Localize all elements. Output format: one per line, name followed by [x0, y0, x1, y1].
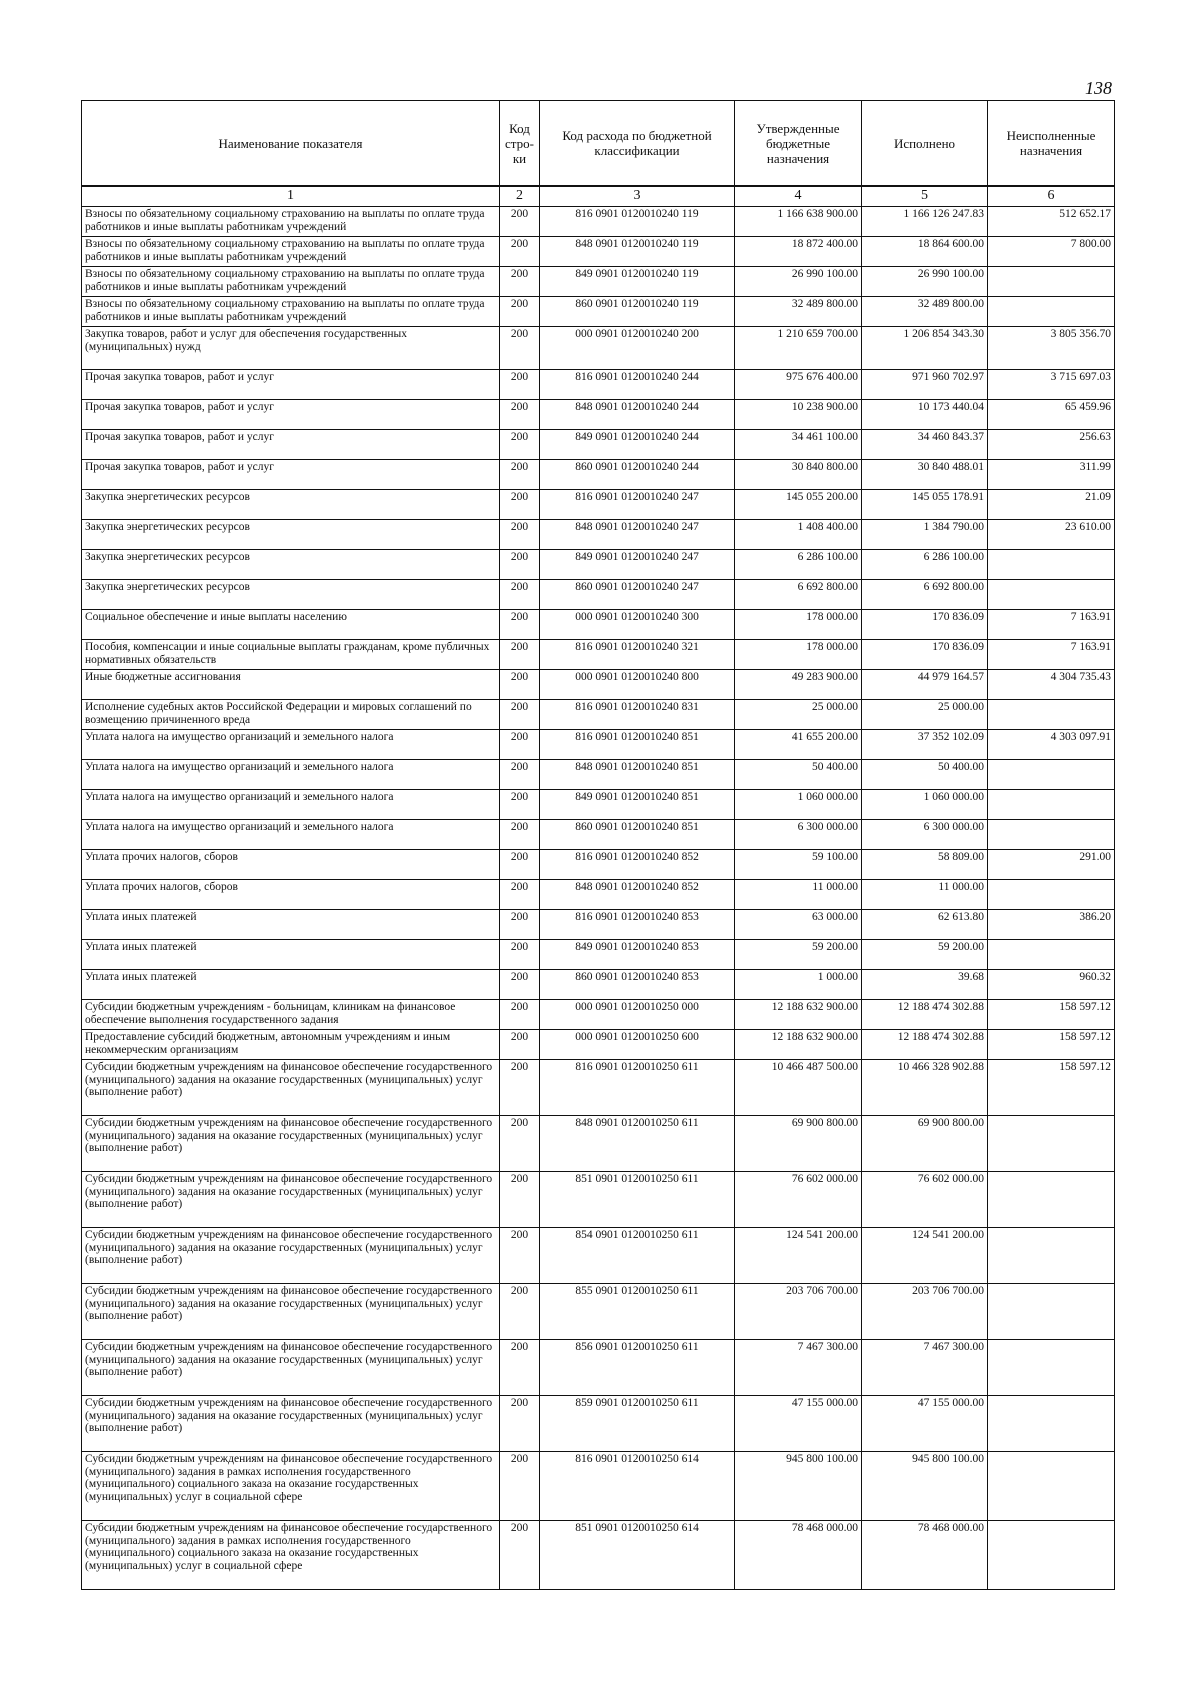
row-executed: 1 166 126 247.83 — [862, 207, 988, 237]
row-name: Прочая закупка товаров, работ и услуг — [82, 370, 500, 400]
row-executed: 32 489 800.00 — [862, 297, 988, 327]
table-body — [82, 186, 1115, 1590]
row-executed: 11 000.00 — [862, 880, 988, 910]
row-approved: 18 872 400.00 — [735, 237, 862, 267]
row-line-code: 200 — [500, 580, 540, 610]
row-unexecuted — [988, 760, 1115, 790]
table-row — [82, 400, 1115, 430]
table-row — [82, 1172, 1115, 1228]
row-line-code: 200 — [500, 297, 540, 327]
table-row — [82, 267, 1115, 297]
row-expense-code: 848 0901 0120010240 119 — [540, 237, 735, 267]
table-row — [82, 850, 1115, 880]
row-expense-code: 816 0901 0120010240 244 — [540, 370, 735, 400]
row-line-code: 200 — [500, 940, 540, 970]
column-number: 4 — [735, 186, 862, 207]
table-row — [82, 580, 1115, 610]
row-name: Уплата налога на имущество организаций и земельного налога — [82, 820, 500, 850]
row-executed: 6 286 100.00 — [862, 550, 988, 580]
row-unexecuted — [988, 1172, 1115, 1228]
header-approved: Утвержденные бюджетные назначения — [735, 101, 862, 187]
row-expense-code: 860 0901 0120010240 247 — [540, 580, 735, 610]
row-unexecuted: 256.63 — [988, 430, 1115, 460]
row-unexecuted — [988, 1228, 1115, 1284]
table-row — [82, 640, 1115, 670]
row-line-code: 200 — [500, 970, 540, 1000]
row-expense-code: 855 0901 0120010250 611 — [540, 1284, 735, 1340]
row-name: Субсидии бюджетным учреждениям на финансовое обеспечение государственного (муниципального) задания на оказание государственных (муниципальных) услуг (выполнение работ) — [82, 1340, 500, 1396]
row-line-code: 200 — [500, 1396, 540, 1452]
row-executed: 26 990 100.00 — [862, 267, 988, 297]
table-row — [82, 1284, 1115, 1340]
row-line-code: 200 — [500, 1060, 540, 1116]
header-indicator-name: Наименование показателя — [82, 101, 500, 187]
row-name: Прочая закупка товаров, работ и услуг — [82, 430, 500, 460]
row-expense-code: 856 0901 0120010250 611 — [540, 1340, 735, 1396]
row-expense-code: 816 0901 0120010240 247 — [540, 490, 735, 520]
table-row — [82, 1452, 1115, 1521]
row-unexecuted — [988, 1396, 1115, 1452]
row-line-code: 200 — [500, 400, 540, 430]
row-expense-code: 860 0901 0120010240 851 — [540, 820, 735, 850]
row-unexecuted: 158 597.12 — [988, 1060, 1115, 1116]
header-expense-code: Код расхода по бюджетной классификации — [540, 101, 735, 187]
row-line-code: 200 — [500, 1452, 540, 1521]
row-executed: 1 206 854 343.30 — [862, 327, 988, 370]
row-expense-code: 848 0901 0120010240 244 — [540, 400, 735, 430]
row-name: Прочая закупка товаров, работ и услуг — [82, 400, 500, 430]
row-executed: 76 602 000.00 — [862, 1172, 988, 1228]
row-approved: 49 283 900.00 — [735, 670, 862, 700]
table-row — [82, 370, 1115, 400]
budget-execution-table — [81, 100, 1115, 1590]
row-executed: 170 836.09 — [862, 640, 988, 670]
row-line-code: 200 — [500, 1521, 540, 1590]
table-row — [82, 790, 1115, 820]
row-line-code: 200 — [500, 327, 540, 370]
table-row — [82, 1396, 1115, 1452]
row-name: Субсидии бюджетным учреждениям на финансовое обеспечение государственного (муниципального) задания на оказание государственных (муниципальных) услуг (выполнение работ) — [82, 1284, 500, 1340]
row-executed: 6 300 000.00 — [862, 820, 988, 850]
row-approved: 10 466 487 500.00 — [735, 1060, 862, 1116]
row-unexecuted — [988, 1340, 1115, 1396]
row-line-code: 200 — [500, 207, 540, 237]
table-row — [82, 490, 1115, 520]
column-number: 2 — [500, 186, 540, 207]
row-executed: 145 055 178.91 — [862, 490, 988, 520]
row-approved: 10 238 900.00 — [735, 400, 862, 430]
row-executed: 12 188 474 302.88 — [862, 1030, 988, 1060]
row-unexecuted: 386.20 — [988, 910, 1115, 940]
row-approved: 178 000.00 — [735, 610, 862, 640]
table-row — [82, 520, 1115, 550]
row-name: Закупка энергетических ресурсов — [82, 490, 500, 520]
row-executed: 62 613.80 — [862, 910, 988, 940]
row-approved: 1 060 000.00 — [735, 790, 862, 820]
row-approved: 1 210 659 700.00 — [735, 327, 862, 370]
row-unexecuted — [988, 580, 1115, 610]
row-approved: 69 900 800.00 — [735, 1116, 862, 1172]
row-approved: 6 300 000.00 — [735, 820, 862, 850]
row-name: Субсидии бюджетным учреждениям на финансовое обеспечение государственного (муниципального) задания на оказание государственных (муниципальных) услуг (выполнение работ) — [82, 1396, 500, 1452]
row-expense-code: 849 0901 0120010240 851 — [540, 790, 735, 820]
row-unexecuted: 4 304 735.43 — [988, 670, 1115, 700]
row-expense-code: 816 0901 0120010240 119 — [540, 207, 735, 237]
row-approved: 50 400.00 — [735, 760, 862, 790]
table-row — [82, 670, 1115, 700]
row-line-code: 200 — [500, 1284, 540, 1340]
row-name: Взносы по обязательному социальному страхованию на выплаты по оплате труда работников и иные выплаты работникам учреждений — [82, 207, 500, 237]
row-executed: 44 979 164.57 — [862, 670, 988, 700]
row-expense-code: 816 0901 0120010240 852 — [540, 850, 735, 880]
row-line-code: 200 — [500, 1000, 540, 1030]
row-unexecuted — [988, 267, 1115, 297]
row-unexecuted: 512 652.17 — [988, 207, 1115, 237]
table-row — [82, 237, 1115, 267]
table-row — [82, 430, 1115, 460]
row-approved: 25 000.00 — [735, 700, 862, 730]
row-executed: 10 173 440.04 — [862, 400, 988, 430]
row-approved: 34 461 100.00 — [735, 430, 862, 460]
row-name: Субсидии бюджетным учреждениям на финансовое обеспечение государственного (муниципального) задания на оказание государственных (муниципальных) услуг (выполнение работ) — [82, 1172, 500, 1228]
row-unexecuted: 158 597.12 — [988, 1000, 1115, 1030]
row-line-code: 200 — [500, 1116, 540, 1172]
row-unexecuted: 65 459.96 — [988, 400, 1115, 430]
row-line-code: 200 — [500, 730, 540, 760]
row-expense-code: 000 0901 0120010250 000 — [540, 1000, 735, 1030]
row-unexecuted — [988, 1521, 1115, 1590]
row-expense-code: 851 0901 0120010250 614 — [540, 1521, 735, 1590]
row-expense-code: 851 0901 0120010250 611 — [540, 1172, 735, 1228]
table-row — [82, 1000, 1115, 1030]
row-expense-code: 816 0901 0120010240 853 — [540, 910, 735, 940]
row-unexecuted: 158 597.12 — [988, 1030, 1115, 1060]
row-approved: 6 692 800.00 — [735, 580, 862, 610]
row-unexecuted: 7 800.00 — [988, 237, 1115, 267]
row-unexecuted: 21.09 — [988, 490, 1115, 520]
row-name: Предоставление субсидий бюджетным, автономным учреждениям и иным некоммерческим организациям — [82, 1030, 500, 1060]
row-executed: 1 060 000.00 — [862, 790, 988, 820]
row-line-code: 200 — [500, 490, 540, 520]
row-name: Уплата иных платежей — [82, 910, 500, 940]
row-approved: 975 676 400.00 — [735, 370, 862, 400]
row-executed: 971 960 702.97 — [862, 370, 988, 400]
row-approved: 41 655 200.00 — [735, 730, 862, 760]
row-approved: 78 468 000.00 — [735, 1521, 862, 1590]
row-executed: 78 468 000.00 — [862, 1521, 988, 1590]
table-row — [82, 460, 1115, 490]
row-line-code: 200 — [500, 1340, 540, 1396]
row-executed: 30 840 488.01 — [862, 460, 988, 490]
row-expense-code: 816 0901 0120010250 611 — [540, 1060, 735, 1116]
table-row — [82, 1228, 1115, 1284]
table-row — [82, 970, 1115, 1000]
table-row — [82, 730, 1115, 760]
row-approved: 76 602 000.00 — [735, 1172, 862, 1228]
row-approved: 59 200.00 — [735, 940, 862, 970]
row-name: Субсидии бюджетным учреждениям на финансовое обеспечение государственного (муниципального) задания в рамках исполнения государственного (муниципального) социального заказа на оказание государственных (муниципальных) услуг в социальной сфере — [82, 1452, 500, 1521]
row-unexecuted: 4 303 097.91 — [988, 730, 1115, 760]
row-unexecuted: 311.99 — [988, 460, 1115, 490]
column-number: 3 — [540, 186, 735, 207]
table-row — [82, 760, 1115, 790]
row-expense-code: 849 0901 0120010240 244 — [540, 430, 735, 460]
table-row — [82, 940, 1115, 970]
table-row — [82, 1060, 1115, 1116]
row-executed: 1 384 790.00 — [862, 520, 988, 550]
row-name: Субсидии бюджетным учреждениям на финансовое обеспечение государственного (муниципального) задания в рамках исполнения государственного (муниципального) социального заказа на оказание государственных (муниципальных) услуг в социальной сфере — [82, 1521, 500, 1590]
row-approved: 6 286 100.00 — [735, 550, 862, 580]
row-approved: 11 000.00 — [735, 880, 862, 910]
row-approved: 26 990 100.00 — [735, 267, 862, 297]
row-unexecuted: 7 163.91 — [988, 640, 1115, 670]
row-name: Закупка энергетических ресурсов — [82, 520, 500, 550]
row-name: Уплата иных платежей — [82, 940, 500, 970]
row-unexecuted: 3 715 697.03 — [988, 370, 1115, 400]
row-name: Закупка энергетических ресурсов — [82, 550, 500, 580]
row-approved: 59 100.00 — [735, 850, 862, 880]
row-expense-code: 000 0901 0120010250 600 — [540, 1030, 735, 1060]
row-name: Взносы по обязательному социальному страхованию на выплаты по оплате труда работников и иные выплаты работникам учреждений — [82, 297, 500, 327]
row-approved: 12 188 632 900.00 — [735, 1000, 862, 1030]
column-number: 1 — [82, 186, 500, 207]
row-executed: 37 352 102.09 — [862, 730, 988, 760]
table-header-row — [82, 101, 1115, 187]
row-unexecuted: 3 805 356.70 — [988, 327, 1115, 370]
row-unexecuted: 23 610.00 — [988, 520, 1115, 550]
row-line-code: 200 — [500, 370, 540, 400]
row-line-code: 200 — [500, 760, 540, 790]
table-row — [82, 910, 1115, 940]
row-executed: 47 155 000.00 — [862, 1396, 988, 1452]
row-expense-code: 848 0901 0120010250 611 — [540, 1116, 735, 1172]
row-name: Закупка товаров, работ и услуг для обеспечения государственных (муниципальных) нужд — [82, 327, 500, 370]
header-line-code: Код стро-ки — [500, 101, 540, 187]
row-line-code: 200 — [500, 460, 540, 490]
row-name: Взносы по обязательному социальному страхованию на выплаты по оплате труда работников и иные выплаты работникам учреждений — [82, 237, 500, 267]
table-row — [82, 297, 1115, 327]
row-executed: 50 400.00 — [862, 760, 988, 790]
column-number: 5 — [862, 186, 988, 207]
row-line-code: 200 — [500, 520, 540, 550]
row-name: Уплата налога на имущество организаций и земельного налога — [82, 730, 500, 760]
row-unexecuted — [988, 790, 1115, 820]
row-approved: 12 188 632 900.00 — [735, 1030, 862, 1060]
row-line-code: 200 — [500, 850, 540, 880]
row-name: Уплата прочих налогов, сборов — [82, 880, 500, 910]
row-expense-code: 816 0901 0120010250 614 — [540, 1452, 735, 1521]
row-name: Уплата налога на имущество организаций и земельного налога — [82, 760, 500, 790]
row-name: Социальное обеспечение и иные выплаты населению — [82, 610, 500, 640]
row-unexecuted — [988, 820, 1115, 850]
table-row — [82, 610, 1115, 640]
row-line-code: 200 — [500, 1172, 540, 1228]
row-executed: 203 706 700.00 — [862, 1284, 988, 1340]
row-executed: 34 460 843.37 — [862, 430, 988, 460]
row-executed: 59 200.00 — [862, 940, 988, 970]
table-row — [82, 1340, 1115, 1396]
row-line-code: 200 — [500, 267, 540, 297]
row-name: Уплата иных платежей — [82, 970, 500, 1000]
row-approved: 124 541 200.00 — [735, 1228, 862, 1284]
row-expense-code: 000 0901 0120010240 800 — [540, 670, 735, 700]
row-name: Закупка энергетических ресурсов — [82, 580, 500, 610]
row-line-code: 200 — [500, 640, 540, 670]
row-executed: 124 541 200.00 — [862, 1228, 988, 1284]
row-expense-code: 859 0901 0120010250 611 — [540, 1396, 735, 1452]
row-line-code: 200 — [500, 790, 540, 820]
row-name: Пособия, компенсации и иные социальные выплаты гражданам, кроме публичных нормативных обязательств — [82, 640, 500, 670]
row-line-code: 200 — [500, 1030, 540, 1060]
row-name: Субсидии бюджетным учреждениям на финансовое обеспечение государственного (муниципального) задания на оказание государственных (муниципальных) услуг (выполнение работ) — [82, 1116, 500, 1172]
row-executed: 7 467 300.00 — [862, 1340, 988, 1396]
row-executed: 39.68 — [862, 970, 988, 1000]
row-unexecuted — [988, 297, 1115, 327]
row-unexecuted — [988, 1116, 1115, 1172]
row-unexecuted — [988, 1284, 1115, 1340]
row-executed: 18 864 600.00 — [862, 237, 988, 267]
row-expense-code: 816 0901 0120010240 831 — [540, 700, 735, 730]
row-unexecuted: 291.00 — [988, 850, 1115, 880]
header-executed: Исполнено — [862, 101, 988, 187]
row-name: Уплата налога на имущество организаций и земельного налога — [82, 790, 500, 820]
table-row — [82, 820, 1115, 850]
header-unexecuted: Неисполненные назначения — [988, 101, 1115, 187]
row-unexecuted — [988, 1452, 1115, 1521]
row-expense-code: 000 0901 0120010240 300 — [540, 610, 735, 640]
row-name: Исполнение судебных актов Российской Федерации и мировых соглашений по возмещению причиненного вреда — [82, 700, 500, 730]
row-expense-code: 860 0901 0120010240 244 — [540, 460, 735, 490]
row-approved: 47 155 000.00 — [735, 1396, 862, 1452]
row-unexecuted — [988, 550, 1115, 580]
row-expense-code: 816 0901 0120010240 321 — [540, 640, 735, 670]
row-approved: 32 489 800.00 — [735, 297, 862, 327]
row-expense-code: 849 0901 0120010240 119 — [540, 267, 735, 297]
row-name: Субсидии бюджетным учреждениям - больницам, клиникам на финансовое обеспечение выполнения государственного задания — [82, 1000, 500, 1030]
row-approved: 1 000.00 — [735, 970, 862, 1000]
table-row — [82, 207, 1115, 237]
row-name: Субсидии бюджетным учреждениям на финансовое обеспечение государственного (муниципального) задания на оказание государственных (муниципальных) услуг (выполнение работ) — [82, 1060, 500, 1116]
row-approved: 1 408 400.00 — [735, 520, 862, 550]
row-line-code: 200 — [500, 550, 540, 580]
row-unexecuted: 7 163.91 — [988, 610, 1115, 640]
row-approved: 203 706 700.00 — [735, 1284, 862, 1340]
row-approved: 178 000.00 — [735, 640, 862, 670]
row-line-code: 200 — [500, 820, 540, 850]
row-executed: 10 466 328 902.88 — [862, 1060, 988, 1116]
row-line-code: 200 — [500, 910, 540, 940]
row-expense-code: 849 0901 0120010240 247 — [540, 550, 735, 580]
table-row — [82, 880, 1115, 910]
row-approved: 145 055 200.00 — [735, 490, 862, 520]
table-row — [82, 550, 1115, 580]
row-executed: 6 692 800.00 — [862, 580, 988, 610]
row-expense-code: 854 0901 0120010250 611 — [540, 1228, 735, 1284]
row-name: Взносы по обязательному социальному страхованию на выплаты по оплате труда работников и иные выплаты работникам учреждений — [82, 267, 500, 297]
row-expense-code: 848 0901 0120010240 247 — [540, 520, 735, 550]
row-executed: 170 836.09 — [862, 610, 988, 640]
row-expense-code: 000 0901 0120010240 200 — [540, 327, 735, 370]
row-executed: 945 800 100.00 — [862, 1452, 988, 1521]
row-line-code: 200 — [500, 1228, 540, 1284]
row-line-code: 200 — [500, 700, 540, 730]
table-row — [82, 1521, 1115, 1590]
row-expense-code: 848 0901 0120010240 851 — [540, 760, 735, 790]
row-executed: 25 000.00 — [862, 700, 988, 730]
row-line-code: 200 — [500, 670, 540, 700]
row-approved: 1 166 638 900.00 — [735, 207, 862, 237]
column-number-row — [82, 186, 1115, 207]
row-executed: 69 900 800.00 — [862, 1116, 988, 1172]
row-name: Субсидии бюджетным учреждениям на финансовое обеспечение государственного (муниципального) задания на оказание государственных (муниципальных) услуг (выполнение работ) — [82, 1228, 500, 1284]
row-line-code: 200 — [500, 430, 540, 460]
row-approved: 945 800 100.00 — [735, 1452, 862, 1521]
row-expense-code: 860 0901 0120010240 853 — [540, 970, 735, 1000]
row-unexecuted — [988, 700, 1115, 730]
row-expense-code: 816 0901 0120010240 851 — [540, 730, 735, 760]
row-unexecuted — [988, 940, 1115, 970]
row-name: Прочая закупка товаров, работ и услуг — [82, 460, 500, 490]
row-expense-code: 848 0901 0120010240 852 — [540, 880, 735, 910]
row-executed: 58 809.00 — [862, 850, 988, 880]
row-approved: 30 840 800.00 — [735, 460, 862, 490]
row-approved: 63 000.00 — [735, 910, 862, 940]
row-line-code: 200 — [500, 237, 540, 267]
row-executed: 12 188 474 302.88 — [862, 1000, 988, 1030]
row-expense-code: 860 0901 0120010240 119 — [540, 297, 735, 327]
table-row — [82, 327, 1115, 370]
table-row — [82, 1116, 1115, 1172]
row-approved: 7 467 300.00 — [735, 1340, 862, 1396]
column-number: 6 — [988, 186, 1115, 207]
row-name: Иные бюджетные ассигнования — [82, 670, 500, 700]
table-row — [82, 1030, 1115, 1060]
row-line-code: 200 — [500, 880, 540, 910]
row-unexecuted: 960.32 — [988, 970, 1115, 1000]
row-unexecuted — [988, 880, 1115, 910]
row-name: Уплата прочих налогов, сборов — [82, 850, 500, 880]
page-number: 138 — [1085, 78, 1112, 98]
row-expense-code: 849 0901 0120010240 853 — [540, 940, 735, 970]
row-line-code: 200 — [500, 610, 540, 640]
table-row — [82, 700, 1115, 730]
